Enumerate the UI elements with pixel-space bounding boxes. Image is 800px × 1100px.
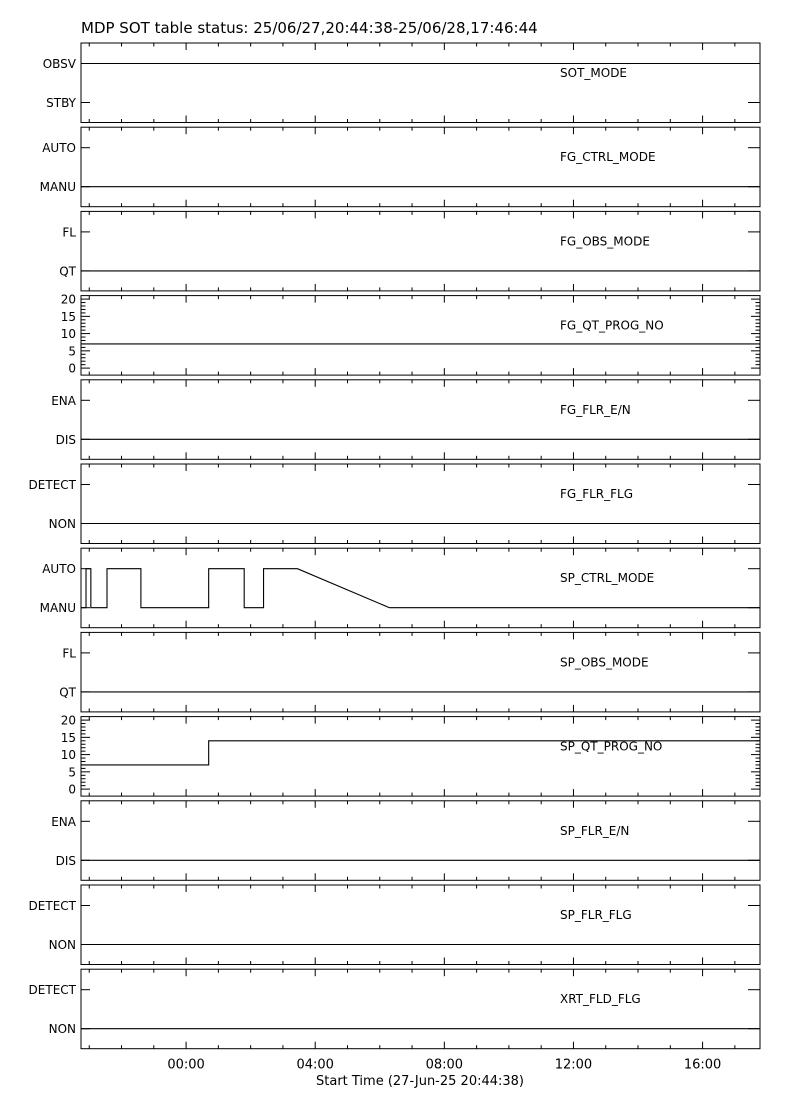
panel-frame xyxy=(81,548,760,628)
panel-sp-obs-mode xyxy=(59,632,760,712)
level-label-ena: ENA xyxy=(51,393,76,408)
x-axis-label: Start Time (27-Jun-25 20:44:38) xyxy=(316,1074,524,1089)
level-label-dis: DIS xyxy=(55,853,76,868)
panel-name: SP_QT_PROG_NO xyxy=(560,739,663,754)
panel-fg-ctrl-mode xyxy=(40,127,760,207)
level-label-stby: STBY xyxy=(46,96,76,110)
panel-sp-ctrl-mode xyxy=(40,548,760,628)
panel-sp-qt-prog-no xyxy=(61,714,760,797)
panel-name: SP_CTRL_MODE xyxy=(560,571,655,586)
panel-sp-flr-flg xyxy=(29,885,760,965)
y-tick-label: 0 xyxy=(68,361,76,376)
chart-title: MDP SOT table status: 25/06/27,20:44:38-25/06/28,17:46:44 xyxy=(81,19,538,37)
x-tick-label: 00:00 xyxy=(167,1057,205,1073)
panel-frame xyxy=(81,43,760,123)
panel-name: XRT_FLD_FLG xyxy=(560,992,641,1007)
level-label-non: NON xyxy=(48,1022,76,1037)
y-tick-label: 0 xyxy=(68,782,76,797)
panel-name: FG_QT_PROG_NO xyxy=(560,318,664,333)
level-label-fl: FL xyxy=(62,646,76,661)
level-label-auto: AUTO xyxy=(42,562,76,577)
panel-name: SOT_MODE xyxy=(560,66,628,80)
panel-name: FG_CTRL_MODE xyxy=(560,150,656,165)
panel-frame xyxy=(81,127,760,207)
panel-frame xyxy=(81,211,760,291)
level-label-obsv: OBSV xyxy=(42,57,76,71)
level-label-detect: DETECT xyxy=(28,478,76,492)
series-line-sp-ctrl-mode xyxy=(81,569,760,608)
level-label-detect: DETECT xyxy=(28,899,76,913)
panel-frame xyxy=(81,885,760,965)
level-label-manu: MANU xyxy=(39,180,76,195)
x-tick-label: 12:00 xyxy=(554,1057,593,1073)
panel-name: FG_FLR_E/N xyxy=(560,402,631,417)
panel-name: SP_FLR_E/N xyxy=(560,823,630,838)
chart-panels xyxy=(29,43,760,1049)
panel-frame xyxy=(81,632,760,712)
level-label-auto: AUTO xyxy=(42,141,76,156)
panel-name: SP_OBS_MODE xyxy=(560,655,649,670)
level-label-fl: FL xyxy=(62,225,76,240)
level-label-non: NON xyxy=(48,517,76,531)
panel-frame xyxy=(81,380,760,460)
level-label-ena: ENA xyxy=(51,814,76,829)
panel-frame xyxy=(81,296,760,376)
level-label-manu: MANU xyxy=(39,601,76,616)
panel-name: FG_OBS_MODE xyxy=(560,234,650,249)
panel-sp-flr-e-n xyxy=(51,801,760,881)
panel-name: FG_FLR_FLG xyxy=(560,487,634,501)
level-label-non: NON xyxy=(48,938,76,952)
y-tick-label: 5 xyxy=(68,344,76,359)
panel-fg-flr-flg xyxy=(29,464,760,544)
x-tick-label: 04:00 xyxy=(296,1057,334,1073)
y-tick-label: 20 xyxy=(60,292,76,307)
panel-frame xyxy=(81,801,760,881)
panel-fg-flr-e-n xyxy=(51,380,760,460)
y-tick-label: 5 xyxy=(68,765,76,780)
y-tick-label: 10 xyxy=(60,327,76,342)
y-tick-label: 15 xyxy=(60,309,76,324)
panel-frame xyxy=(81,717,760,797)
x-axis xyxy=(167,1058,721,1073)
level-label-detect: DETECT xyxy=(28,983,76,998)
panel-xrt-fld-flg xyxy=(29,969,760,1048)
panel-name: SP_FLR_FLG xyxy=(560,908,632,922)
panel-sot-mode xyxy=(43,43,760,123)
panel-fg-obs-mode xyxy=(59,211,760,291)
x-tick-label: 16:00 xyxy=(683,1057,722,1073)
panel-frame xyxy=(81,969,760,1048)
level-label-qt: QT xyxy=(59,264,76,279)
level-label-qt: QT xyxy=(59,685,76,700)
panel-fg-qt-prog-no xyxy=(61,293,760,376)
panel-frame xyxy=(81,464,760,544)
y-tick-label: 15 xyxy=(60,730,76,745)
level-label-dis: DIS xyxy=(55,432,76,447)
y-tick-label: 20 xyxy=(60,713,76,728)
x-tick-label: 08:00 xyxy=(425,1057,464,1073)
y-tick-label: 10 xyxy=(60,748,76,763)
